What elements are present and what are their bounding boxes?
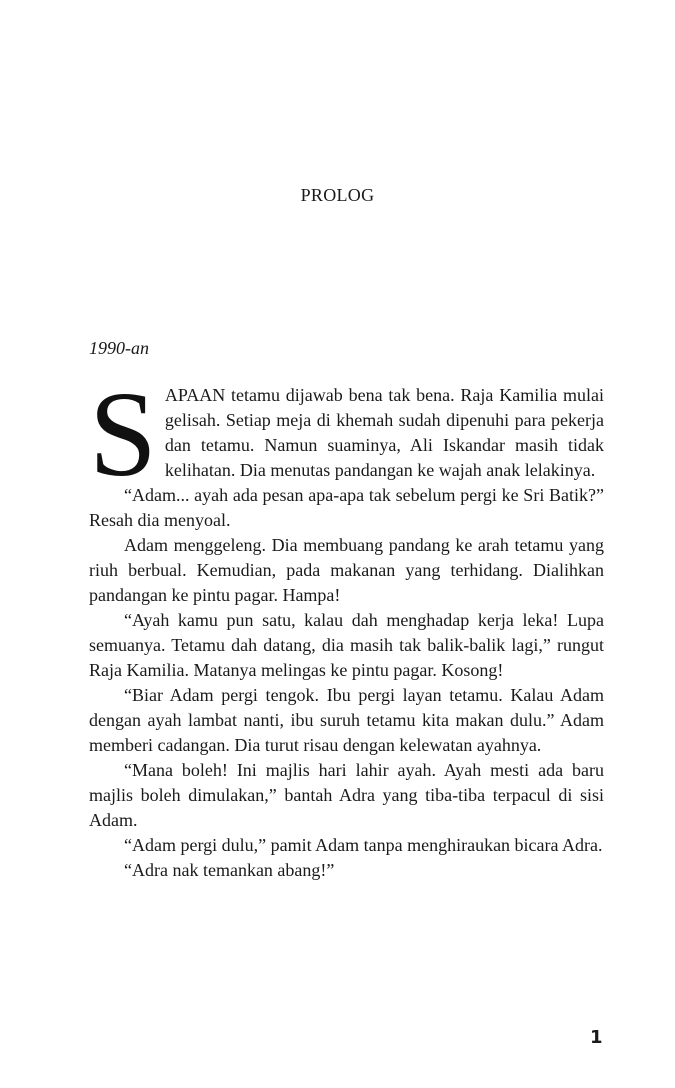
paragraph: Adam menggeleng. Dia membuang pandang ke arah tetamu yang riuh berbual. Kemudian, pada makanan yang terhidang. Dialihkan pandangan ke pintu pagar. Hampa! [89,535,604,605]
page-number: 1 [590,1027,603,1048]
paragraph: “Adam... ayah ada pesan apa-apa tak sebelum pergi ke Sri Batik?” Resah dia menyoal. [89,485,604,530]
drop-cap: S [89,367,157,502]
paragraph: “Ayah kamu pun satu, kalau dah menghadap kerja leka! Lupa semuanya. Tetamu dah datang, dia masih tak balik-balik lagi,” rungut Raja Kamilia. Matanya melingas ke pintu pagar. Kosong! [89,610,604,680]
chapter-title: PROLOG [300,185,375,205]
paragraph: “Mana boleh! Ini majlis hari lahir ayah. Ayah mesti ada baru majlis boleh dimulakan,” bantah Adra yang tiba-tiba terpacul di sisi Adam. [89,760,604,830]
dateline: 1990-an [89,338,149,358]
paragraph-opening [89,367,604,502]
paragraph: “Adam pergi dulu,” pamit Adam tanpa menghiraukan bicara Adra. [124,835,603,855]
paragraph: “Adra nak temankan abang!” [124,860,335,880]
body-text [89,367,604,883]
paragraph-opening-text: APAAN tetamu dijawab bena tak bena. Raja Kamilia mulai gelisah. Setiap meja di khemah sudah dipenuhi para pekerja dan tetamu. Namun suaminya, Ali Iskandar masih tidak kelihatan. Dia menutas pandangan ke wajah anak lelakinya. [164,385,604,480]
paragraph: “Biar Adam pergi tengok. Ibu pergi layan tetamu. Kalau Adam dengan ayah lambat nanti, ibu suruh tetamu kita makan dulu.” Adam memberi cadangan. Dia turut risau dengan kelewatan ayahnya. [89,685,604,755]
